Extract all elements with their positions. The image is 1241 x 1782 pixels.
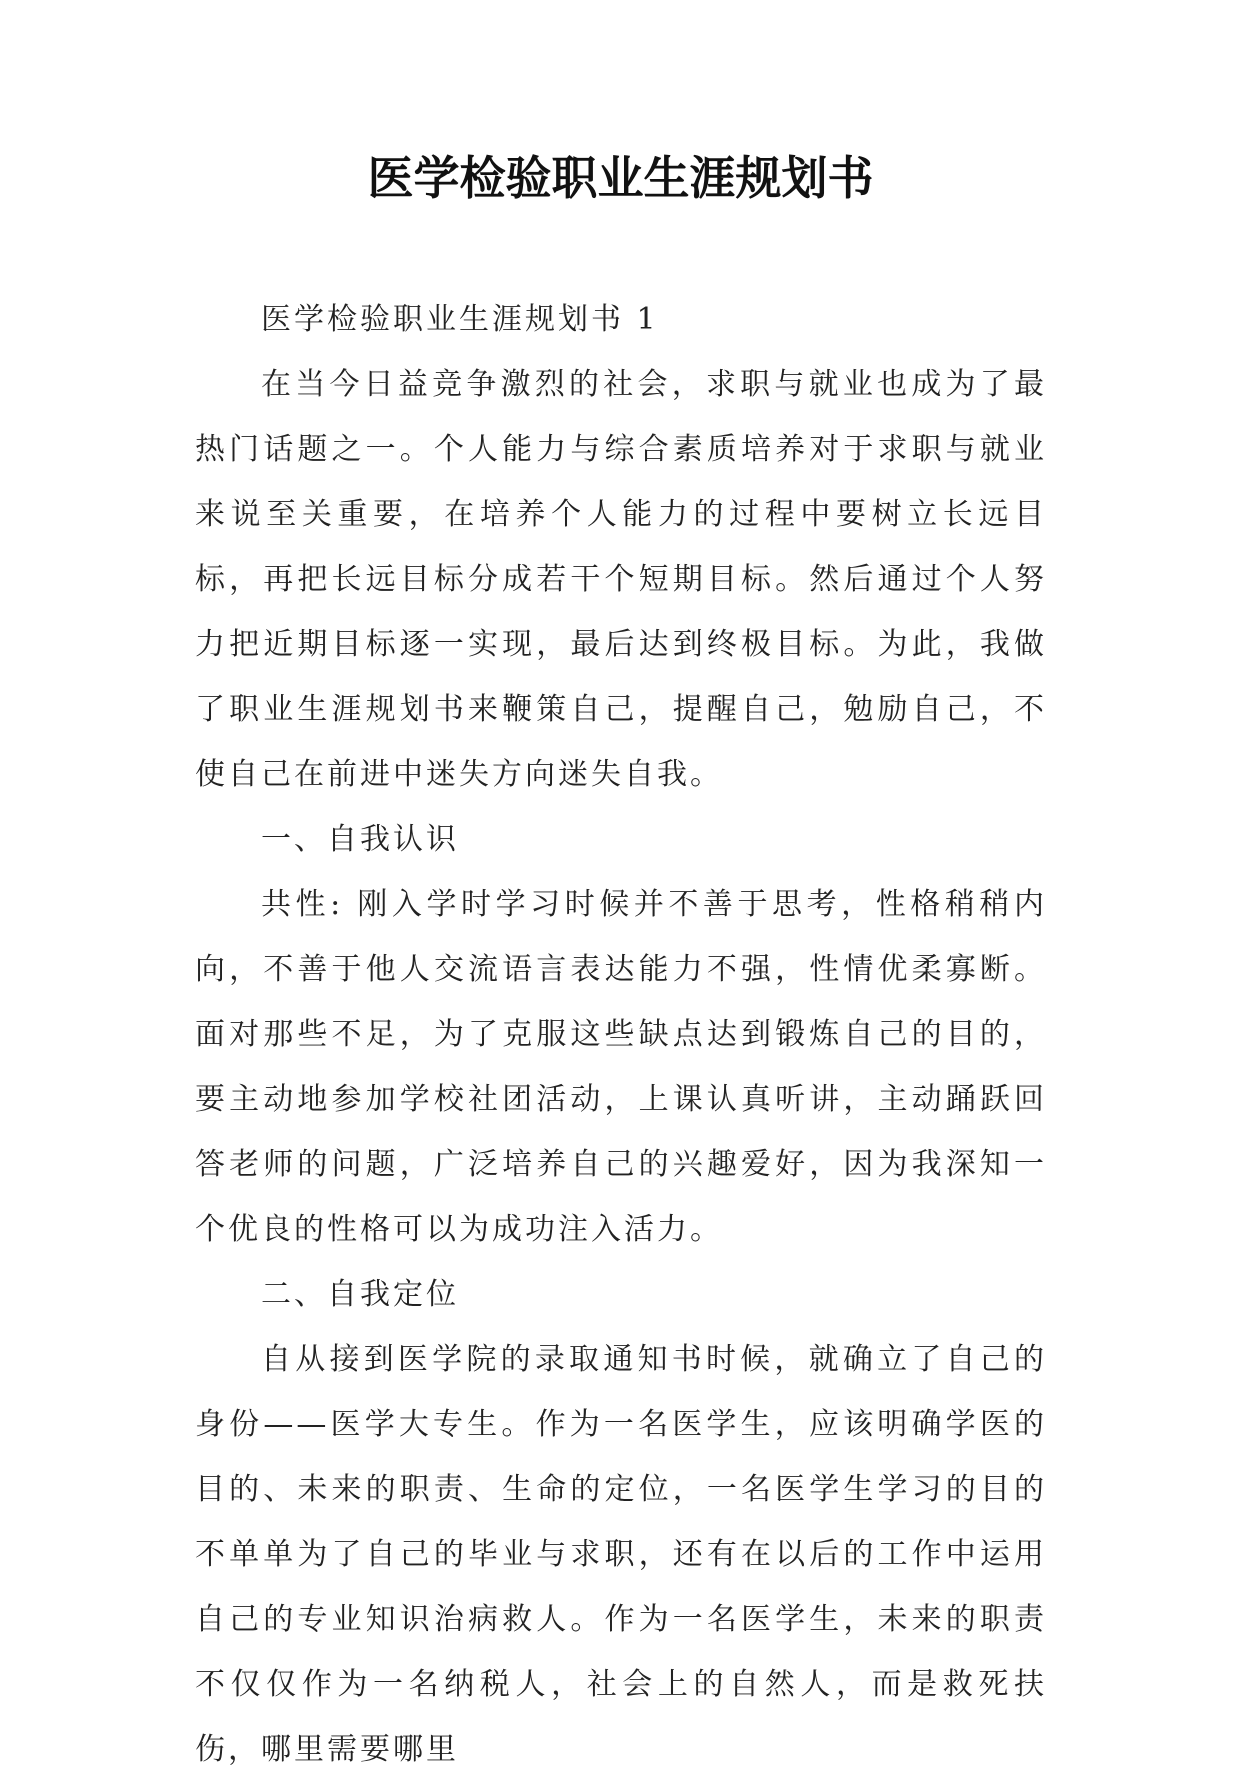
self-positioning-paragraph: 自从接到医学院的录取通知书时候，就确立了自己的身份——医学大专生。作为一名医学生，应该明确学医的目的、未来的职责、生命的定位，一名医学生学习的目的不单单为了自己的毕业与求职，还有在以后的工作中运用自己的专业知识治病救人。作为一名医学生，未来的职责不仅仅作为一名纳税人，社会上的自然人，而是救死扶伤，哪里需要哪里 bbox=[195, 1342, 1047, 1767]
section-heading-self-awareness: 一、自我认识 bbox=[261, 822, 459, 857]
document-body bbox=[195, 287, 1047, 1782]
self-awareness-paragraph: 共性: 刚入学时学习时候并不善于思考，性格稍稍内向，不善于他人交流语言表达能力不强，性情优柔寡断。面对那些不足，为了克服这些缺点达到锻炼自己的目的，要主动地参加学校社团活动，上课认真听讲，主动踊跃回答老师的问题，广泛培养自己的兴趣爱好，因为我深知一个优良的性格可以为成功注入活力。 bbox=[195, 887, 1047, 1247]
document-title: 医学检验职业生涯规划书 bbox=[367, 151, 874, 205]
intro-paragraph: 在当今日益竞争激烈的社会，求职与就业也成为了最热门话题之一。个人能力与综合素质培养对于求职与就业来说至关重要，在培养个人能力的过程中要树立长远目标，再把长远目标分成若干个短期目标。然后通过个人努力把近期目标逐一实现，最后达到终极目标。为此，我做了职业生涯规划书来鞭策自己，提醒自己，勉励自己，不使自己在前进中迷失方向迷失自我。 bbox=[195, 367, 1047, 792]
subtitle-paragraph: 医学检验职业生涯规划书 1 bbox=[261, 302, 659, 337]
section-heading-self-positioning: 二、自我定位 bbox=[261, 1277, 459, 1312]
